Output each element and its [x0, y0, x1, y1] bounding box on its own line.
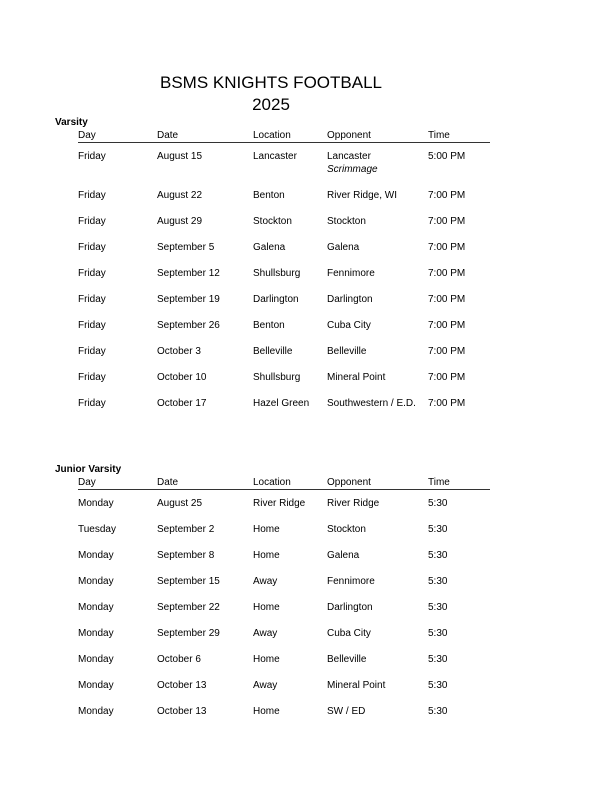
cell-time: [428, 524, 447, 536]
cell-date-text: September 15: [157, 576, 220, 587]
table-row: [78, 542, 490, 568]
cell-date-text: October 17: [157, 398, 207, 409]
cell-date-text: September 2: [157, 524, 215, 535]
cell-opponent-text: Lancaster: [327, 151, 371, 162]
cell-date-text: September 29: [157, 628, 220, 639]
header-day: Day: [78, 477, 96, 488]
cell-opponent-text: Mineral Point: [327, 372, 386, 383]
cell-time: [428, 320, 465, 332]
cell-time-text: 7:00 PM: [428, 294, 466, 305]
cell-opponent-text: Belleville: [327, 654, 367, 665]
table-row: [78, 620, 490, 646]
cell-date: [157, 294, 220, 306]
cell-opponent: [327, 550, 359, 562]
cell-opponent: [327, 151, 378, 176]
table-row: [78, 208, 490, 234]
table-row: [78, 234, 490, 260]
table-row: [78, 672, 490, 698]
cell-time-text: 5:30: [428, 550, 448, 561]
cell-time: [428, 151, 465, 163]
cell-location: [253, 320, 285, 332]
cell-day-text: Friday: [78, 320, 106, 331]
cell-opponent-text: Fennimore: [327, 576, 375, 587]
cell-opponent-text: Darlington: [327, 602, 373, 613]
cell-time-text: 7:00 PM: [428, 268, 466, 279]
cell-day-text: Monday: [78, 680, 114, 691]
cell-day: [78, 242, 106, 254]
cell-time-text: 5:30: [428, 628, 448, 639]
table-row: [78, 646, 490, 672]
cell-date-text: August 22: [157, 190, 203, 201]
cell-date: [157, 602, 220, 614]
cell-date: [157, 151, 202, 163]
cell-day-text: Friday: [78, 151, 106, 162]
table-row: [78, 143, 490, 182]
cell-opponent-text: Galena: [327, 550, 360, 561]
cell-day: [78, 346, 106, 358]
cell-opponent-text: Cuba City: [327, 628, 371, 639]
cell-time-text: 5:30: [428, 498, 448, 509]
header-date: Date: [157, 130, 179, 141]
cell-day: [78, 550, 114, 562]
cell-day: [78, 524, 116, 536]
cell-time-text: 5:30: [428, 524, 448, 535]
header-location: Location: [253, 130, 291, 141]
cell-location: [253, 602, 280, 614]
cell-opponent: [327, 498, 379, 510]
cell-location: [253, 576, 277, 588]
cell-location-text: River Ridge: [253, 498, 306, 509]
cell-day: [78, 268, 106, 280]
cell-day: [78, 216, 106, 228]
table-row: [78, 390, 490, 416]
cell-opponent-text: Stockton: [327, 216, 366, 227]
cell-day-text: Friday: [78, 372, 106, 383]
cell-date: [157, 680, 206, 692]
cell-date-text: August 25: [157, 498, 203, 509]
cell-location: [253, 628, 277, 640]
cell-day: [78, 654, 114, 666]
cell-date: [157, 498, 202, 510]
cell-date: [157, 242, 214, 254]
cell-day: [78, 372, 106, 384]
cell-opponent: [327, 320, 371, 332]
cell-day: [78, 151, 106, 163]
cell-opponent: [327, 524, 366, 536]
cell-day: [78, 576, 114, 588]
cell-opponent-text: Belleville: [327, 346, 367, 357]
cell-location: [253, 372, 300, 384]
cell-date: [157, 190, 202, 202]
cell-date: [157, 320, 220, 332]
cell-time: [428, 498, 447, 510]
cell-opponent: [327, 216, 366, 228]
cell-date-text: October 13: [157, 680, 207, 691]
cell-location-text: Home: [253, 654, 280, 665]
cell-opponent: [327, 654, 366, 666]
cell-location: [253, 268, 300, 280]
cell-day-text: Monday: [78, 498, 114, 509]
cell-location-text: Galena: [253, 242, 286, 253]
table-row: [78, 594, 490, 620]
cell-location: [253, 680, 277, 692]
cell-time: [428, 706, 447, 718]
header-opponent: Opponent: [327, 130, 371, 141]
cell-day-text: Monday: [78, 602, 114, 613]
jv-rows: [78, 490, 490, 724]
cell-day-text: Monday: [78, 628, 114, 639]
cell-opponent: [327, 242, 359, 254]
table-row: [78, 490, 490, 516]
game-note: Scrimmage: [327, 164, 378, 175]
cell-date: [157, 268, 220, 280]
cell-time: [428, 680, 447, 692]
cell-opponent-text: River Ridge: [327, 498, 380, 509]
cell-location-text: Away: [253, 680, 278, 691]
cell-time: [428, 398, 465, 410]
table-row: [78, 338, 490, 364]
cell-day: [78, 680, 114, 692]
cell-time-text: 5:30: [428, 706, 448, 717]
cell-location-text: Home: [253, 524, 280, 535]
header-day: Day: [78, 130, 96, 141]
table-row: [78, 260, 490, 286]
cell-time: [428, 294, 465, 306]
cell-date-text: September 12: [157, 268, 220, 279]
cell-opponent-text: River Ridge, WI: [327, 190, 398, 201]
cell-location-text: Away: [253, 576, 278, 587]
cell-opponent: [327, 576, 375, 588]
cell-time: [428, 550, 447, 562]
cell-date-text: August 29: [157, 216, 203, 227]
cell-time: [428, 242, 465, 254]
cell-day-text: Friday: [78, 190, 106, 201]
cell-date-text: October 13: [157, 706, 207, 717]
cell-location: [253, 216, 292, 228]
cell-date: [157, 346, 201, 358]
cell-time: [428, 216, 465, 228]
cell-day: [78, 706, 114, 718]
cell-time: [428, 654, 447, 666]
cell-day: [78, 190, 106, 202]
cell-location-text: Darlington: [253, 294, 299, 305]
cell-time: [428, 602, 447, 614]
cell-time: [428, 190, 465, 202]
cell-opponent: [327, 372, 385, 384]
cell-location: [253, 550, 280, 562]
cell-time-text: 7:00 PM: [428, 216, 466, 227]
cell-day-text: Monday: [78, 706, 114, 717]
cell-day: [78, 628, 114, 640]
cell-location: [253, 654, 280, 666]
cell-location: [253, 346, 292, 358]
cell-time-text: 5:30: [428, 680, 448, 691]
cell-time: [428, 576, 447, 588]
cell-date: [157, 398, 206, 410]
cell-day-text: Friday: [78, 268, 106, 279]
table-row: [78, 312, 490, 338]
cell-location-text: Home: [253, 602, 280, 613]
cell-day: [78, 294, 106, 306]
cell-time: [428, 628, 447, 640]
cell-date-text: October 3: [157, 346, 201, 357]
cell-time: [428, 372, 465, 384]
cell-date: [157, 654, 201, 666]
cell-opponent: [327, 398, 416, 410]
cell-location: [253, 151, 297, 163]
cell-opponent: [327, 268, 375, 280]
cell-date: [157, 524, 214, 536]
cell-date-text: September 19: [157, 294, 220, 305]
cell-opponent-text: Southwestern / E.D.: [327, 398, 416, 409]
cell-opponent-text: Fennimore: [327, 268, 375, 279]
cell-location-text: Benton: [253, 190, 285, 201]
cell-day: [78, 498, 114, 510]
cell-location: [253, 706, 280, 718]
cell-day-text: Tuesday: [78, 524, 116, 535]
cell-opponent-text: Galena: [327, 242, 360, 253]
cell-location-text: Away: [253, 628, 278, 639]
cell-date: [157, 216, 202, 228]
cell-date-text: October 6: [157, 654, 201, 665]
season-year: 2025: [252, 95, 290, 114]
cell-day: [78, 320, 106, 332]
cell-day-text: Monday: [78, 576, 114, 587]
cell-day-text: Friday: [78, 346, 106, 357]
cell-location-text: Shullsburg: [253, 372, 301, 383]
cell-opponent: [327, 706, 365, 718]
cell-opponent: [327, 190, 397, 202]
cell-date: [157, 372, 206, 384]
cell-time-text: 5:00 PM: [428, 151, 466, 162]
table-row: [78, 182, 490, 208]
cell-opponent: [327, 680, 385, 692]
jv-table-header: [78, 477, 490, 490]
cell-time-text: 5:30: [428, 576, 448, 587]
varsity-rows: [78, 143, 490, 416]
cell-time: [428, 268, 465, 280]
cell-time-text: 7:00 PM: [428, 320, 466, 331]
cell-location: [253, 498, 305, 510]
cell-location: [253, 190, 285, 202]
cell-time-text: 7:00 PM: [428, 242, 466, 253]
cell-time-text: 7:00 PM: [428, 190, 466, 201]
table-row: [78, 286, 490, 312]
table-row: [78, 568, 490, 594]
cell-location-text: Home: [253, 706, 280, 717]
cell-opponent: [327, 602, 373, 614]
varsity-schedule-table: [78, 130, 490, 416]
header-time: Time: [428, 130, 450, 141]
cell-time-text: 5:30: [428, 602, 448, 613]
cell-opponent-text: Stockton: [327, 524, 366, 535]
cell-opponent: [327, 628, 371, 640]
cell-opponent: [327, 294, 373, 306]
cell-day-text: Monday: [78, 550, 114, 561]
cell-location-text: Benton: [253, 320, 285, 331]
cell-day: [78, 602, 114, 614]
jv-section-label: Junior Varsity: [55, 464, 122, 475]
header-opponent: Opponent: [327, 477, 371, 488]
cell-opponent-text: Darlington: [327, 294, 373, 305]
table-row: [78, 516, 490, 542]
cell-date-text: August 15: [157, 151, 203, 162]
cell-date-text: October 10: [157, 372, 207, 383]
table-row: [78, 698, 490, 724]
cell-time-text: 5:30: [428, 654, 448, 665]
cell-opponent-text: SW / ED: [327, 706, 366, 717]
cell-day-text: Friday: [78, 216, 106, 227]
cell-opponent-text: Cuba City: [327, 320, 371, 331]
cell-location-text: Home: [253, 550, 280, 561]
cell-location-text: Stockton: [253, 216, 292, 227]
cell-location: [253, 294, 299, 306]
cell-location-text: Shullsburg: [253, 268, 301, 279]
cell-time-text: 7:00 PM: [428, 346, 466, 357]
cell-location-text: Belleville: [253, 346, 293, 357]
cell-day: [78, 398, 106, 410]
cell-day-text: Friday: [78, 398, 106, 409]
header-time: Time: [428, 477, 450, 488]
varsity-table-header: [78, 130, 490, 143]
cell-location-text: Lancaster: [253, 151, 297, 162]
cell-location-text: Hazel Green: [253, 398, 310, 409]
cell-date-text: September 5: [157, 242, 215, 253]
cell-date: [157, 706, 206, 718]
cell-opponent: [327, 346, 366, 358]
cell-location: [253, 398, 309, 410]
cell-location: [253, 524, 280, 536]
cell-day-text: Friday: [78, 242, 106, 253]
cell-day-text: Monday: [78, 654, 114, 665]
cell-date-text: September 8: [157, 550, 215, 561]
cell-location: [253, 242, 285, 254]
cell-date: [157, 576, 220, 588]
cell-date-text: September 26: [157, 320, 220, 331]
table-row: [78, 364, 490, 390]
varsity-section-label: Varsity: [55, 117, 88, 128]
cell-time: [428, 346, 465, 358]
cell-opponent-text: Mineral Point: [327, 680, 386, 691]
jv-schedule-table: [78, 477, 490, 724]
cell-day-text: Friday: [78, 294, 106, 305]
cell-time-text: 7:00 PM: [428, 398, 466, 409]
cell-date-text: September 22: [157, 602, 220, 613]
cell-date: [157, 628, 220, 640]
header-location: Location: [253, 477, 291, 488]
header-date: Date: [157, 477, 179, 488]
page-title: BSMS KNIGHTS FOOTBALL: [160, 73, 382, 92]
cell-time-text: 7:00 PM: [428, 372, 466, 383]
cell-date: [157, 550, 214, 562]
